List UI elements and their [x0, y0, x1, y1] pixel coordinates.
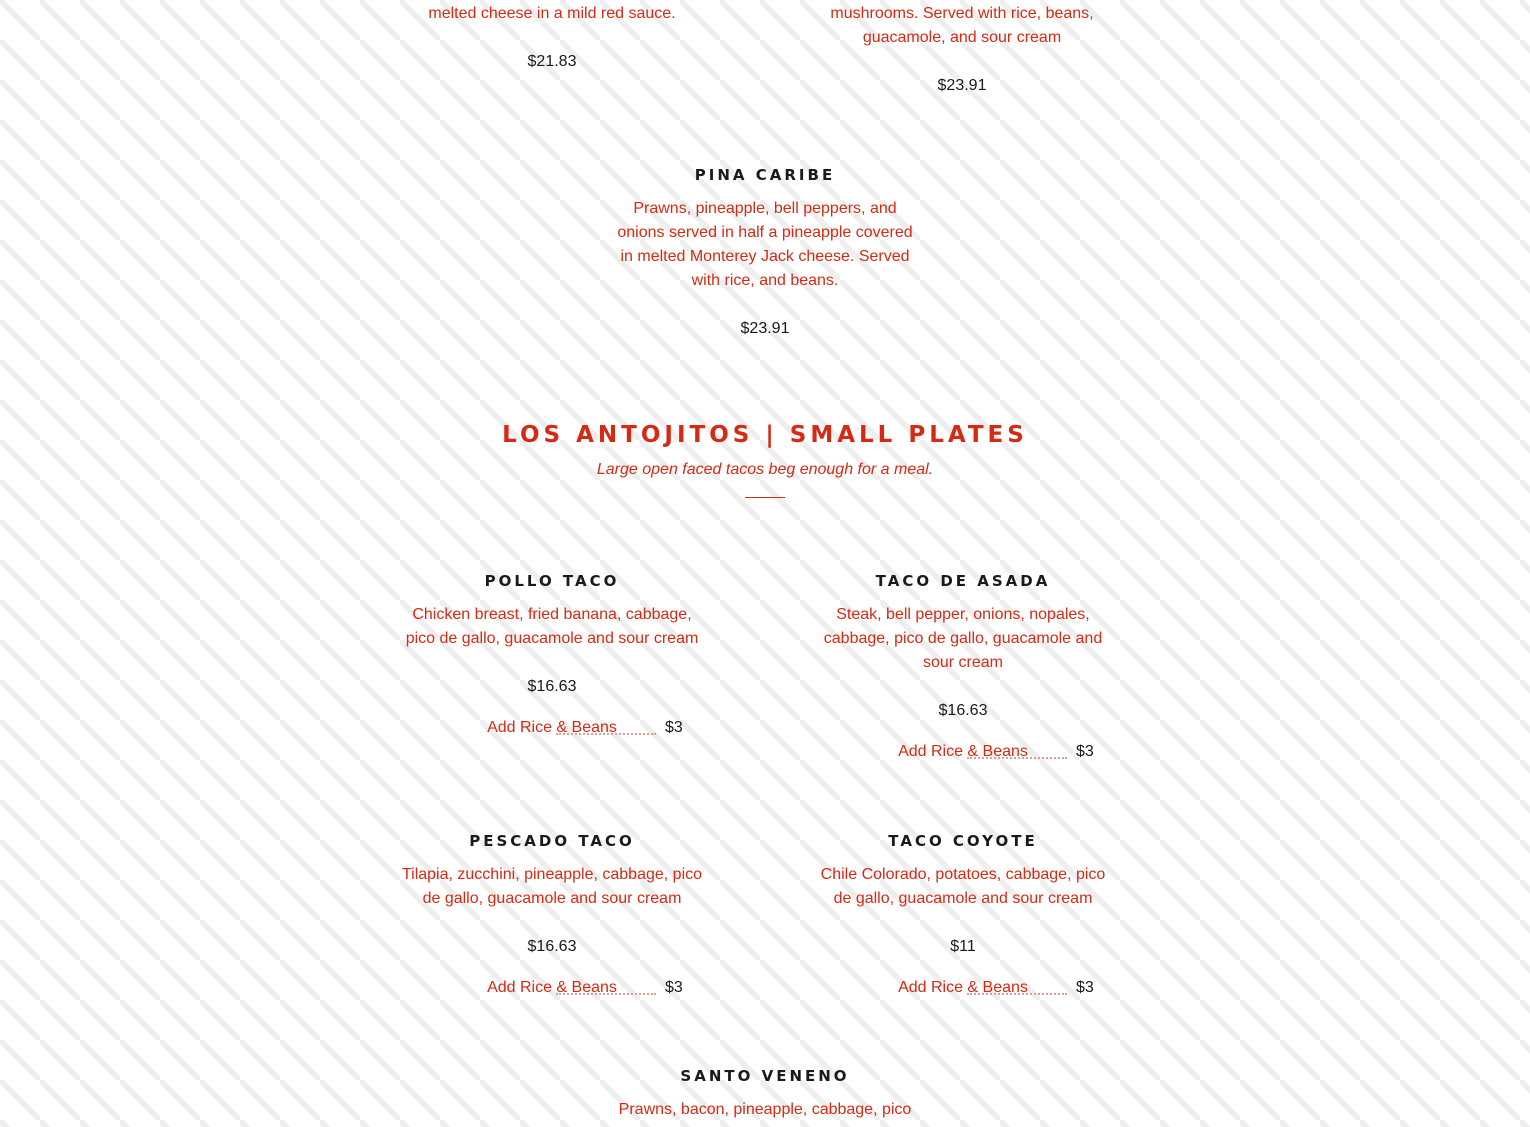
- menu-item-top-left: [402, 0, 702, 80]
- addon-price: $3: [1076, 743, 1094, 760]
- item-description: [812, 2, 1112, 50]
- item-price: $23.91: [937, 77, 987, 94]
- item-description-line: Chile Colorado, potatoes, cabbage, pico: [820, 866, 1106, 883]
- menu-item-top-right: [812, 0, 1112, 100]
- menu-item-santo-veneno: [600, 1067, 930, 1127]
- addon-label: Add Rice & Beans: [487, 979, 617, 996]
- item-description-line: in melted Monterey Jack cheese. Served: [620, 248, 910, 265]
- item-title: SANTO VENENO: [680, 1067, 850, 1085]
- item-title: TACO DE ASADA: [875, 572, 1051, 590]
- item-description-line: sour cream: [922, 654, 1004, 671]
- item-description: [803, 863, 1123, 911]
- item-description-line: Steak, bell pepper, onions, nopales,: [836, 606, 1090, 623]
- item-title: TACO COYOTE: [888, 832, 1038, 850]
- item-description-line: de gallo, guacamole and sour cream: [833, 890, 1093, 907]
- menu-item-taco-coyote: [803, 832, 1123, 1012]
- menu-item-taco-de-asada: [803, 572, 1123, 772]
- item-description: [600, 197, 930, 293]
- item-price: $23.91: [740, 320, 790, 337]
- item-title: PESCADO TACO: [469, 832, 635, 850]
- item-description-line: Prawns, pineapple, bell peppers, and: [633, 200, 897, 217]
- item-description-line: pico de gallo, guacamole and sour cream: [405, 630, 699, 647]
- item-description-line: de gallo, guacamole and sour cream: [422, 890, 682, 907]
- section-subtitle: Large open faced tacos beg enough for a meal.: [596, 461, 934, 478]
- item-price: $16.63: [527, 938, 577, 955]
- item-price: $16.63: [938, 702, 988, 719]
- item-title: PINA CARIBE: [694, 166, 836, 184]
- section-divider: [745, 497, 785, 498]
- section-title: LOS ANTOJITOS | SMALL PLATES: [502, 422, 1028, 448]
- addon-leader-dots: [556, 978, 656, 995]
- item-description: melted cheese in a mild red sauce.: [428, 5, 676, 22]
- addon-price: $3: [665, 719, 683, 736]
- addon-row: [833, 978, 1093, 998]
- item-description-line: mushrooms. Served with rice, beans,: [830, 5, 1094, 22]
- addon-row: [422, 978, 682, 998]
- addon-label: Add Rice & Beans: [898, 979, 1028, 996]
- item-description-line: onions served in half a pineapple covered: [617, 224, 913, 241]
- item-description-line: guacamole, and sour cream: [862, 29, 1062, 46]
- item-description-line: cabbage, pico de gallo, guacamole and: [823, 630, 1103, 647]
- item-title: POLLO TACO: [484, 572, 620, 590]
- item-description: [392, 603, 712, 651]
- addon-leader-dots: [556, 718, 656, 735]
- item-price: $21.83: [527, 53, 577, 70]
- item-price: $16.63: [527, 678, 577, 695]
- addon-price: $3: [1076, 979, 1094, 996]
- addon-label: Add Rice & Beans: [487, 719, 617, 736]
- addon-row: [422, 718, 682, 738]
- addon-row: [833, 742, 1093, 762]
- item-description-line: Chicken breast, fried banana, cabbage,: [412, 606, 692, 623]
- item-price: $11: [950, 938, 976, 955]
- item-description-line: with rice, and beans.: [691, 272, 839, 289]
- addon-leader-dots: [967, 742, 1067, 759]
- item-description: [803, 603, 1123, 675]
- addon-leader-dots: [967, 978, 1067, 995]
- menu-item-pollo-taco: [392, 572, 712, 752]
- menu-item-pina-caribe: [600, 166, 930, 346]
- item-description: [392, 863, 712, 911]
- item-description: Prawns, bacon, pineapple, cabbage, pico: [618, 1101, 912, 1118]
- addon-label: Add Rice & Beans: [898, 743, 1028, 760]
- item-description-line: Tilapia, zucchini, pineapple, cabbage, pico: [401, 866, 703, 883]
- addon-price: $3: [665, 979, 683, 996]
- menu-item-pescado-taco: [392, 832, 712, 1012]
